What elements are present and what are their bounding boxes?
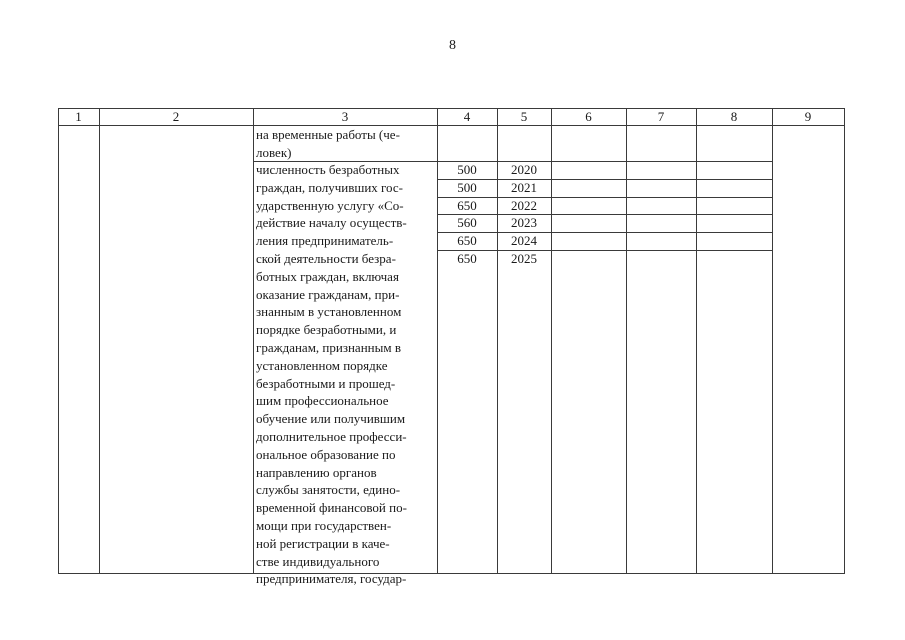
column-border-7: [696, 108, 697, 573]
table-bottom-border: [58, 573, 845, 574]
column-header-7: 7: [657, 109, 665, 124]
indicator-text-line: гражданам, признанным в: [256, 340, 401, 355]
value-col4: 500: [457, 162, 477, 177]
header-bottom-border: [58, 125, 845, 126]
indicator-text-line: предпринимателя, государ-: [256, 571, 407, 587]
value-col5-year: 2020: [511, 162, 537, 177]
indicator-text-line: оказание гражданам, при-: [256, 286, 400, 302]
page-number: 8: [449, 38, 456, 53]
value-col5-year: 2023: [511, 215, 537, 230]
indicator-text-line: шим профессиональное: [256, 393, 389, 409]
indicator-text-line: направлению органов: [256, 464, 377, 480]
column-header-1: 1: [75, 109, 82, 124]
indicator-text-line: установленном порядке: [256, 357, 388, 373]
indicator-text-line: знанным в установленном: [256, 304, 402, 320]
intro-text-line: на временные работы (че-: [256, 127, 400, 142]
indicator-text-line: численность безработных: [256, 162, 400, 177]
value-col5-year: 2022: [511, 198, 537, 213]
column-border-1: [99, 108, 100, 573]
value-col5-year: 2021: [511, 180, 537, 195]
column-header-9: 9: [804, 109, 812, 124]
value-col5-year: 2025: [511, 251, 537, 266]
indicator-text-line: мощи при государствен-: [256, 518, 392, 533]
value-col4: 650: [457, 198, 477, 213]
indicator-text-line: безработными и прошед-: [256, 375, 396, 391]
indicator-text-line: ления предприниматель-: [256, 233, 394, 249]
value-col4: 500: [457, 180, 477, 195]
column-border-5: [551, 108, 552, 573]
indicator-text-line: ской деятельности безра-: [256, 251, 396, 266]
value-col4: 650: [457, 251, 477, 266]
indicator-text-line: ботных граждан, включая: [256, 268, 399, 284]
column-header-2: 2: [172, 109, 180, 124]
indicator-text-line: ональное образование по: [256, 446, 396, 462]
indicator-text-line: службы занятости, едино-: [256, 482, 401, 498]
column-header-5: 5: [520, 109, 528, 124]
indicator-text-line: временной финансовой по-: [256, 500, 407, 516]
column-header-8: 8: [730, 109, 738, 124]
indicator-text-line: действие началу осуществ-: [256, 215, 407, 231]
indicator-text-line: граждан, получивших гос-: [256, 179, 403, 195]
intro-text-line: ловек): [256, 145, 292, 160]
value-col4: 650: [457, 233, 477, 248]
column-header-3: 3: [341, 109, 349, 124]
column-header-4: 4: [463, 109, 471, 124]
indicator-text-line: стве индивидуального: [256, 553, 380, 569]
value-col4: 560: [457, 215, 477, 230]
indicator-text-line: порядке безработными, и: [256, 322, 397, 338]
indicator-text-line: ударственную услугу «Со-: [256, 197, 404, 213]
column-header-6: 6: [585, 109, 592, 124]
value-col5-year: 2024: [511, 233, 537, 248]
column-border-9: [844, 108, 845, 573]
indicator-text-line: обучение или получившим: [256, 411, 406, 427]
column-border-2: [253, 108, 254, 573]
column-border-8: [772, 108, 773, 573]
column-border-0: [58, 108, 59, 573]
column-border-6: [626, 108, 627, 573]
indicator-text-line: ной регистрации в каче-: [256, 535, 390, 551]
indicator-text-line: дополнительное професси-: [256, 429, 407, 444]
